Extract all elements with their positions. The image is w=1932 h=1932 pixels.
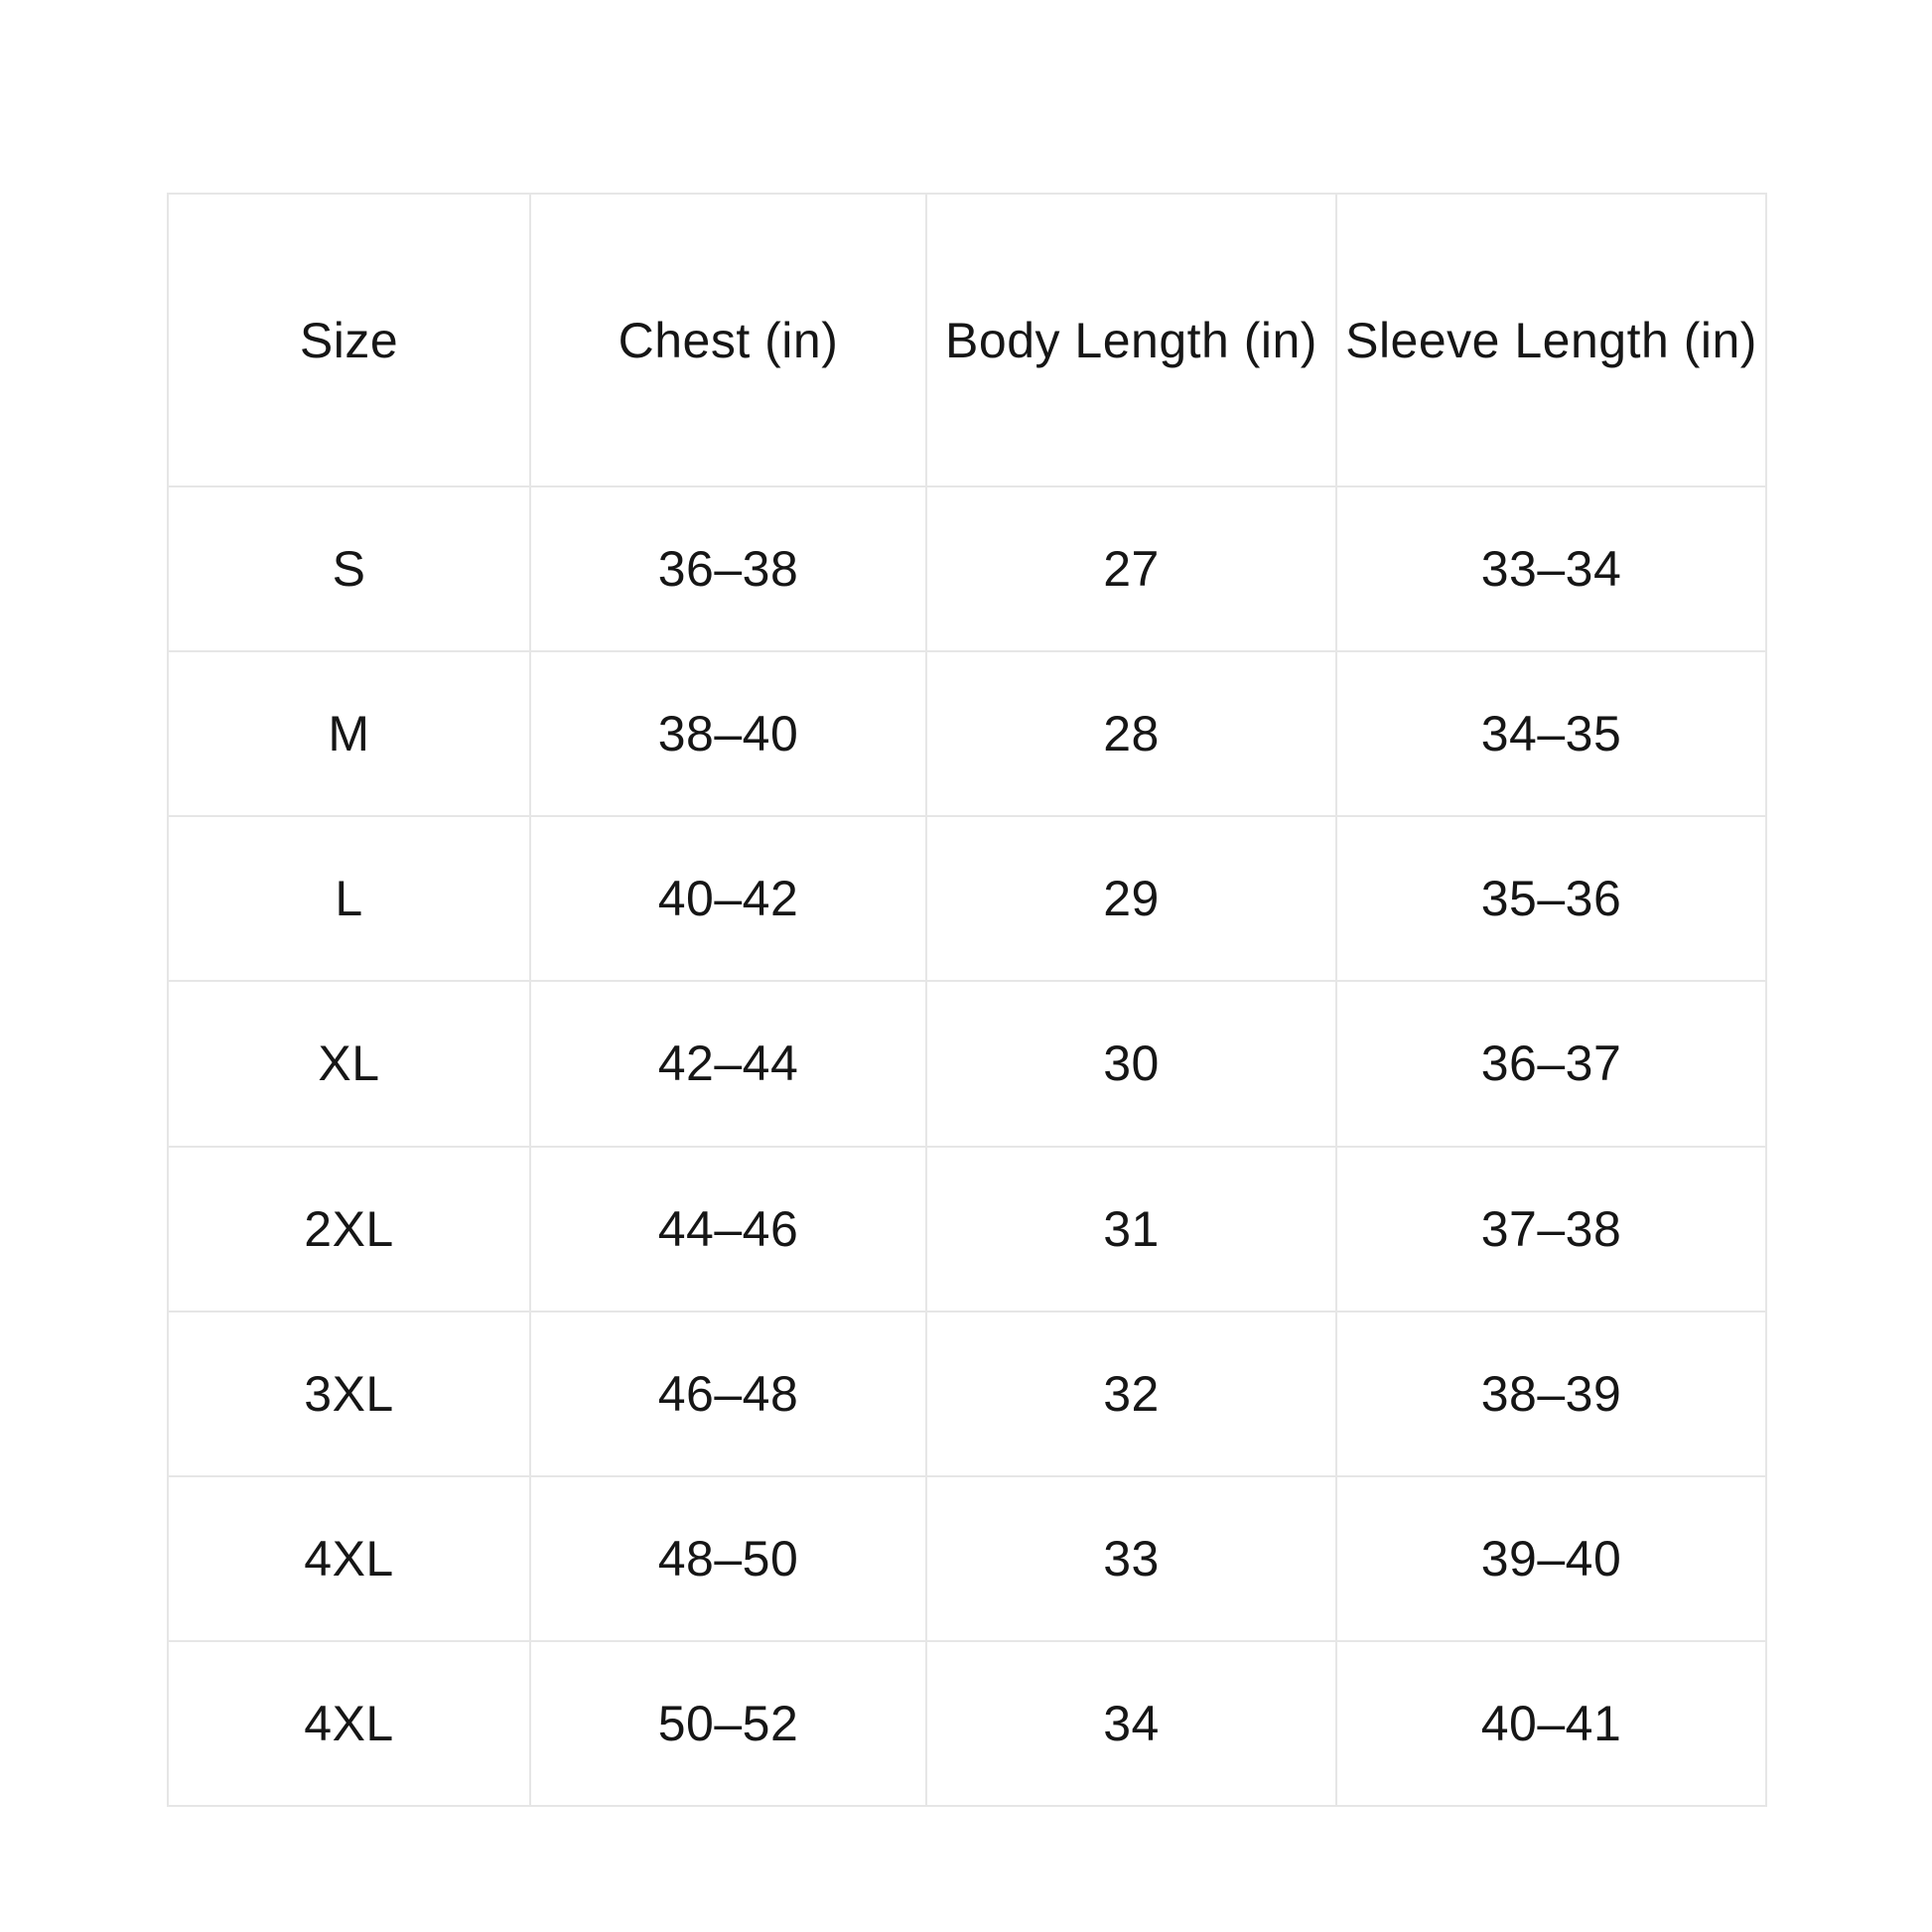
table-row [168, 1311, 1766, 1476]
cell-body-length: 33 [926, 1476, 1336, 1641]
cell-sleeve-length: 34–35 [1336, 651, 1766, 816]
table-body [168, 486, 1766, 1806]
cell-sleeve-length: 39–40 [1336, 1476, 1766, 1641]
cell-body-length: 27 [926, 486, 1336, 651]
table-row [168, 651, 1766, 816]
cell-size: 4XL [168, 1641, 530, 1806]
cell-sleeve-length: 40–41 [1336, 1641, 1766, 1806]
cell-chest: 42–44 [530, 981, 926, 1146]
column-header-chest-in: Chest (in) [530, 194, 926, 486]
cell-size: XL [168, 981, 530, 1146]
cell-chest: 44–46 [530, 1147, 926, 1311]
cell-size: 3XL [168, 1311, 530, 1476]
cell-body-length: 31 [926, 1147, 1336, 1311]
cell-body-length: 28 [926, 651, 1336, 816]
cell-chest: 40–42 [530, 816, 926, 981]
table-row [168, 816, 1766, 981]
cell-chest: 46–48 [530, 1311, 926, 1476]
cell-body-length: 30 [926, 981, 1336, 1146]
cell-size: S [168, 486, 530, 651]
cell-chest: 48–50 [530, 1476, 926, 1641]
table-row [168, 486, 1766, 651]
cell-chest: 38–40 [530, 651, 926, 816]
cell-size: M [168, 651, 530, 816]
column-header-size: Size [168, 194, 530, 486]
cell-size: 2XL [168, 1147, 530, 1311]
cell-chest: 36–38 [530, 486, 926, 651]
header-row [168, 194, 1766, 486]
cell-sleeve-length: 37–38 [1336, 1147, 1766, 1311]
cell-sleeve-length: 36–37 [1336, 981, 1766, 1146]
table-row [168, 1147, 1766, 1311]
cell-sleeve-length: 35–36 [1336, 816, 1766, 981]
column-header-body-length-in: Body Length (in) [926, 194, 1336, 486]
table-row [168, 981, 1766, 1146]
cell-body-length: 29 [926, 816, 1336, 981]
cell-body-length: 34 [926, 1641, 1336, 1806]
cell-chest: 50–52 [530, 1641, 926, 1806]
cell-size: 4XL [168, 1476, 530, 1641]
column-header-sleeve-length-in: Sleeve Length (in) [1336, 194, 1766, 486]
cell-size: L [168, 816, 530, 981]
cell-sleeve-length: 33–34 [1336, 486, 1766, 651]
table-row [168, 1476, 1766, 1641]
table-row [168, 1641, 1766, 1806]
cell-body-length: 32 [926, 1311, 1336, 1476]
size-chart-table [167, 193, 1767, 1807]
cell-sleeve-length: 38–39 [1336, 1311, 1766, 1476]
